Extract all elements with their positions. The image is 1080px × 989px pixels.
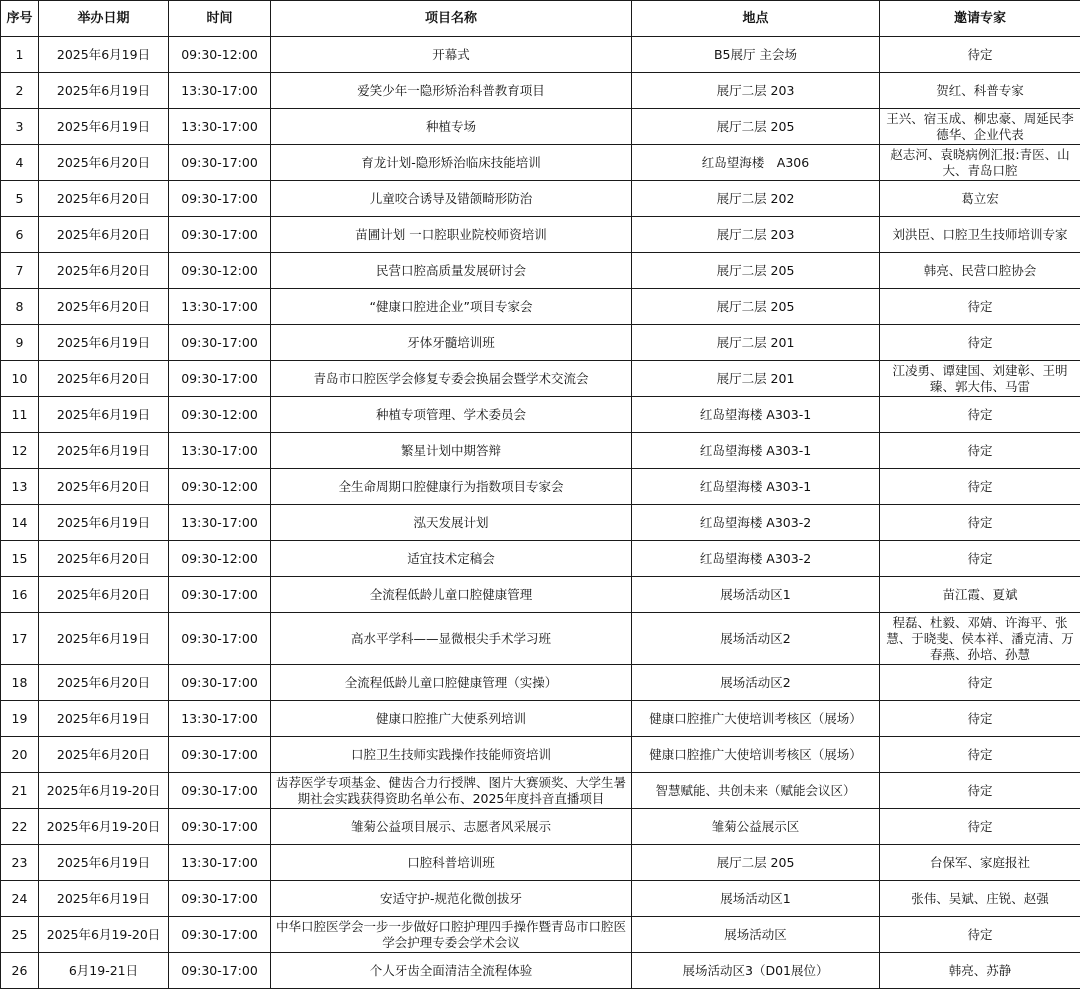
row-experts: 程磊、杜毅、邓婧、许海平、张慧、于晓斐、侯本祥、潘克清、万春燕、孙培、孙慧 bbox=[880, 613, 1080, 665]
row-no: 18 bbox=[1, 665, 39, 701]
row-no: 4 bbox=[1, 145, 39, 181]
row-experts: 苗江霞、夏斌 bbox=[880, 577, 1080, 613]
row-time: 09:30-17:00 bbox=[169, 737, 271, 773]
row-date: 2025年6月19-20日 bbox=[39, 773, 169, 809]
table-row bbox=[1, 701, 1080, 737]
table-row bbox=[1, 325, 1080, 361]
row-experts: 待定 bbox=[880, 397, 1080, 433]
row-date: 6月19-21日 bbox=[39, 953, 169, 989]
row-project-name: 高水平学科——显微根尖手术学习班 bbox=[271, 613, 632, 665]
row-experts: 韩亮、民营口腔协会 bbox=[880, 253, 1080, 289]
row-no: 8 bbox=[1, 289, 39, 325]
row-experts: 待定 bbox=[880, 289, 1080, 325]
row-experts: 刘洪臣、口腔卫生技师培训专家 bbox=[880, 217, 1080, 253]
row-experts: 待定 bbox=[880, 773, 1080, 809]
table-row bbox=[1, 505, 1080, 541]
row-project-name: 儿童咬合诱导及错颌畸形防治 bbox=[271, 181, 632, 217]
row-location: 展厅二层 205 bbox=[632, 289, 880, 325]
row-project-name: 健康口腔推广大使系列培训 bbox=[271, 701, 632, 737]
row-experts: 韩亮、苏静 bbox=[880, 953, 1080, 989]
row-no: 17 bbox=[1, 613, 39, 665]
row-experts: 台保军、家庭报社 bbox=[880, 845, 1080, 881]
row-project-name: 牙体牙髓培训班 bbox=[271, 325, 632, 361]
row-location: 展厅二层 203 bbox=[632, 217, 880, 253]
row-project-name: 口腔科普培训班 bbox=[271, 845, 632, 881]
row-project-name: 全流程低龄儿童口腔健康管理 bbox=[271, 577, 632, 613]
row-no: 14 bbox=[1, 505, 39, 541]
row-experts: 待定 bbox=[880, 665, 1080, 701]
row-date: 2025年6月20日 bbox=[39, 181, 169, 217]
row-location: 健康口腔推广大使培训考核区（展场） bbox=[632, 701, 880, 737]
row-date: 2025年6月20日 bbox=[39, 217, 169, 253]
row-experts: 王兴、宿玉成、柳忠豪、周延民李德华、企业代表 bbox=[880, 109, 1080, 145]
row-date: 2025年6月20日 bbox=[39, 737, 169, 773]
row-location: 雏菊公益展示区 bbox=[632, 809, 880, 845]
row-project-name: 安适守护-规范化微创拔牙 bbox=[271, 881, 632, 917]
table-row bbox=[1, 469, 1080, 505]
row-location: 展场活动区1 bbox=[632, 577, 880, 613]
table-row bbox=[1, 809, 1080, 845]
row-time: 09:30-17:00 bbox=[169, 181, 271, 217]
row-date: 2025年6月19日 bbox=[39, 397, 169, 433]
table-row bbox=[1, 541, 1080, 577]
row-project-name: 种植专项管理、学术委员会 bbox=[271, 397, 632, 433]
row-date: 2025年6月20日 bbox=[39, 253, 169, 289]
row-experts: 葛立宏 bbox=[880, 181, 1080, 217]
row-project-name: 繁星计划中期答辩 bbox=[271, 433, 632, 469]
row-time: 09:30-12:00 bbox=[169, 37, 271, 73]
row-date: 2025年6月19日 bbox=[39, 109, 169, 145]
row-project-name: 中华口腔医学会一步一步做好口腔护理四手操作暨青岛市口腔医学会护理专委会学术会议 bbox=[271, 917, 632, 953]
row-location: 展厅二层 202 bbox=[632, 181, 880, 217]
table-row bbox=[1, 73, 1080, 109]
row-time: 09:30-12:00 bbox=[169, 541, 271, 577]
row-experts: 待定 bbox=[880, 737, 1080, 773]
row-time: 09:30-12:00 bbox=[169, 397, 271, 433]
row-no: 7 bbox=[1, 253, 39, 289]
row-time: 09:30-17:00 bbox=[169, 917, 271, 953]
row-no: 16 bbox=[1, 577, 39, 613]
row-no: 2 bbox=[1, 73, 39, 109]
table-row bbox=[1, 361, 1080, 397]
row-time: 09:30-17:00 bbox=[169, 809, 271, 845]
table-row bbox=[1, 845, 1080, 881]
row-time: 09:30-17:00 bbox=[169, 577, 271, 613]
row-time: 09:30-17:00 bbox=[169, 361, 271, 397]
row-no: 26 bbox=[1, 953, 39, 989]
row-no: 11 bbox=[1, 397, 39, 433]
row-location: 红岛望海楼 A303-1 bbox=[632, 469, 880, 505]
row-no: 13 bbox=[1, 469, 39, 505]
row-no: 3 bbox=[1, 109, 39, 145]
header-time: 时间 bbox=[169, 1, 271, 37]
row-experts: 待定 bbox=[880, 325, 1080, 361]
row-time: 13:30-17:00 bbox=[169, 505, 271, 541]
row-time: 09:30-17:00 bbox=[169, 217, 271, 253]
row-experts: 待定 bbox=[880, 469, 1080, 505]
row-date: 2025年6月19日 bbox=[39, 701, 169, 737]
row-location: 展场活动区3（D01展位） bbox=[632, 953, 880, 989]
row-experts: 待定 bbox=[880, 917, 1080, 953]
row-date: 2025年6月20日 bbox=[39, 289, 169, 325]
row-time: 13:30-17:00 bbox=[169, 109, 271, 145]
row-date: 2025年6月20日 bbox=[39, 541, 169, 577]
row-no: 21 bbox=[1, 773, 39, 809]
row-date: 2025年6月19-20日 bbox=[39, 917, 169, 953]
row-location: 展厅二层 205 bbox=[632, 845, 880, 881]
row-project-name: 爱笑少年一隐形矫治科普教育项目 bbox=[271, 73, 632, 109]
table-row bbox=[1, 433, 1080, 469]
row-location: 展厅二层 201 bbox=[632, 361, 880, 397]
table-row bbox=[1, 613, 1080, 665]
row-project-name: 全流程低龄儿童口腔健康管理（实操） bbox=[271, 665, 632, 701]
row-time: 13:30-17:00 bbox=[169, 73, 271, 109]
row-time: 09:30-17:00 bbox=[169, 665, 271, 701]
row-location: B5展厅 主会场 bbox=[632, 37, 880, 73]
row-location: 展场活动区2 bbox=[632, 665, 880, 701]
row-location: 红岛望海楼 A303-1 bbox=[632, 397, 880, 433]
row-location: 展场活动区2 bbox=[632, 613, 880, 665]
table-row bbox=[1, 737, 1080, 773]
row-time: 09:30-17:00 bbox=[169, 145, 271, 181]
row-date: 2025年6月19日 bbox=[39, 325, 169, 361]
row-no: 25 bbox=[1, 917, 39, 953]
row-no: 22 bbox=[1, 809, 39, 845]
row-experts: 待定 bbox=[880, 701, 1080, 737]
row-experts: 待定 bbox=[880, 505, 1080, 541]
row-time: 09:30-17:00 bbox=[169, 325, 271, 361]
row-project-name: 青岛市口腔医学会修复专委会换届会暨学术交流会 bbox=[271, 361, 632, 397]
table-row bbox=[1, 181, 1080, 217]
row-project-name: 种植专场 bbox=[271, 109, 632, 145]
table-row bbox=[1, 577, 1080, 613]
header-date: 举办日期 bbox=[39, 1, 169, 37]
row-experts: 江凌勇、谭建国、刘建彰、王明臻、郭大伟、马雷 bbox=[880, 361, 1080, 397]
row-project-name: 开幕式 bbox=[271, 37, 632, 73]
row-date: 2025年6月19日 bbox=[39, 881, 169, 917]
row-no: 20 bbox=[1, 737, 39, 773]
header-experts: 邀请专家 bbox=[880, 1, 1080, 37]
row-date: 2025年6月20日 bbox=[39, 665, 169, 701]
row-time: 09:30-17:00 bbox=[169, 881, 271, 917]
table-row bbox=[1, 253, 1080, 289]
row-experts: 待定 bbox=[880, 541, 1080, 577]
row-project-name: 苗圃计划 一口腔职业院校师资培训 bbox=[271, 217, 632, 253]
row-date: 2025年6月20日 bbox=[39, 361, 169, 397]
row-project-name: 口腔卫生技师实践操作技能师资培训 bbox=[271, 737, 632, 773]
row-experts: 待定 bbox=[880, 37, 1080, 73]
row-no: 23 bbox=[1, 845, 39, 881]
row-experts: 张伟、吴斌、庄锐、赵强 bbox=[880, 881, 1080, 917]
row-date: 2025年6月19日 bbox=[39, 433, 169, 469]
table-row bbox=[1, 881, 1080, 917]
row-experts: 贺红、科普专家 bbox=[880, 73, 1080, 109]
row-date: 2025年6月20日 bbox=[39, 469, 169, 505]
row-no: 1 bbox=[1, 37, 39, 73]
header-row bbox=[1, 1, 1080, 37]
row-date: 2025年6月20日 bbox=[39, 145, 169, 181]
header-project-name: 项目名称 bbox=[271, 1, 632, 37]
row-location: 展场活动区 bbox=[632, 917, 880, 953]
row-date: 2025年6月19日 bbox=[39, 505, 169, 541]
row-project-name: 适宜技术定稿会 bbox=[271, 541, 632, 577]
table-row bbox=[1, 109, 1080, 145]
row-experts: 赵志河、袁晓病例汇报:青医、山大、青岛口腔 bbox=[880, 145, 1080, 181]
row-project-name: 齿荐医学专项基金、健齿合力行授牌、图片大赛颁奖、大学生暑期社会实践获得资助名单公布、2025年度抖音直播项目 bbox=[271, 773, 632, 809]
row-project-name: 雏菊公益项目展示、志愿者风采展示 bbox=[271, 809, 632, 845]
row-time: 13:30-17:00 bbox=[169, 845, 271, 881]
table-row bbox=[1, 217, 1080, 253]
table-row bbox=[1, 37, 1080, 73]
table-row bbox=[1, 773, 1080, 809]
table-row bbox=[1, 665, 1080, 701]
row-project-name: 泓天发展计划 bbox=[271, 505, 632, 541]
row-location: 展厅二层 203 bbox=[632, 73, 880, 109]
row-time: 13:30-17:00 bbox=[169, 289, 271, 325]
row-no: 9 bbox=[1, 325, 39, 361]
row-location: 红岛望海楼 A303-2 bbox=[632, 505, 880, 541]
row-location: 智慧赋能、共创未来（赋能会议区） bbox=[632, 773, 880, 809]
header-no: 序号 bbox=[1, 1, 39, 37]
table-row bbox=[1, 953, 1080, 989]
row-no: 10 bbox=[1, 361, 39, 397]
row-time: 13:30-17:00 bbox=[169, 701, 271, 737]
row-time: 13:30-17:00 bbox=[169, 433, 271, 469]
row-location: 展厅二层 205 bbox=[632, 109, 880, 145]
row-experts: 待定 bbox=[880, 809, 1080, 845]
row-date: 2025年6月19-20日 bbox=[39, 809, 169, 845]
row-time: 09:30-12:00 bbox=[169, 469, 271, 505]
row-location: 展厅二层 205 bbox=[632, 253, 880, 289]
row-project-name: “健康口腔进企业”项目专家会 bbox=[271, 289, 632, 325]
row-location: 红岛望海楼 A306 bbox=[632, 145, 880, 181]
header-location: 地点 bbox=[632, 1, 880, 37]
row-time: 09:30-12:00 bbox=[169, 253, 271, 289]
row-date: 2025年6月19日 bbox=[39, 73, 169, 109]
row-no: 12 bbox=[1, 433, 39, 469]
row-time: 09:30-17:00 bbox=[169, 613, 271, 665]
row-time: 09:30-17:00 bbox=[169, 953, 271, 989]
row-time: 09:30-17:00 bbox=[169, 773, 271, 809]
row-no: 19 bbox=[1, 701, 39, 737]
row-project-name: 全生命周期口腔健康行为指数项目专家会 bbox=[271, 469, 632, 505]
row-date: 2025年6月20日 bbox=[39, 577, 169, 613]
table-row bbox=[1, 145, 1080, 181]
row-location: 展厅二层 201 bbox=[632, 325, 880, 361]
row-experts: 待定 bbox=[880, 433, 1080, 469]
row-location: 健康口腔推广大使培训考核区（展场） bbox=[632, 737, 880, 773]
row-no: 24 bbox=[1, 881, 39, 917]
row-project-name: 民营口腔高质量发展研讨会 bbox=[271, 253, 632, 289]
row-project-name: 个人牙齿全面清洁全流程体验 bbox=[271, 953, 632, 989]
table-row bbox=[1, 289, 1080, 325]
row-date: 2025年6月19日 bbox=[39, 37, 169, 73]
table-row bbox=[1, 917, 1080, 953]
row-no: 15 bbox=[1, 541, 39, 577]
row-date: 2025年6月19日 bbox=[39, 613, 169, 665]
row-date: 2025年6月19日 bbox=[39, 845, 169, 881]
row-project-name: 育龙计划-隐形矫治临床技能培训 bbox=[271, 145, 632, 181]
row-no: 5 bbox=[1, 181, 39, 217]
table-row bbox=[1, 397, 1080, 433]
row-no: 6 bbox=[1, 217, 39, 253]
row-location: 展场活动区1 bbox=[632, 881, 880, 917]
row-location: 红岛望海楼 A303-2 bbox=[632, 541, 880, 577]
row-location: 红岛望海楼 A303-1 bbox=[632, 433, 880, 469]
